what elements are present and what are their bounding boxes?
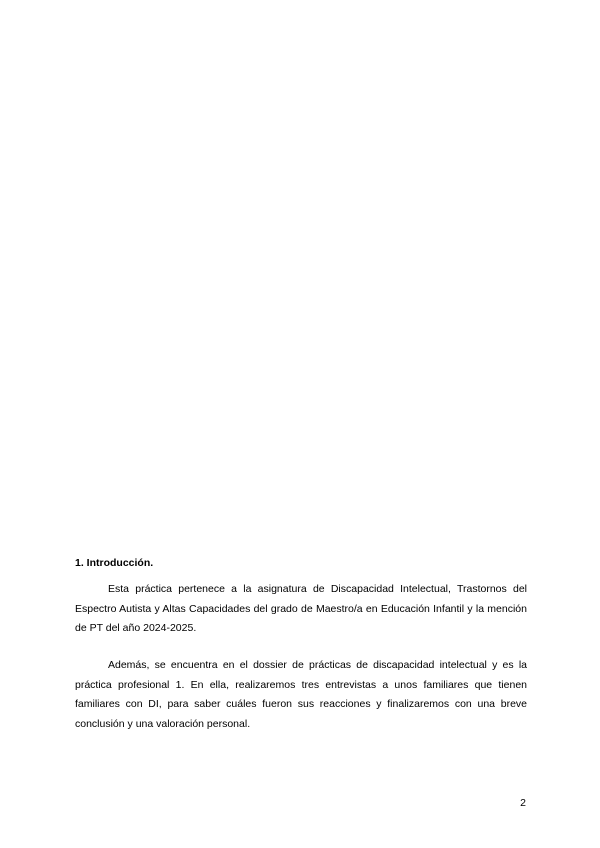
page-number: 2 — [520, 797, 526, 809]
paragraph-intro-1: Esta práctica pertenece a la asignatura de Discapacidad Intelectual, Trastornos del Espectro Autista y Altas Capacidades del grado de Maestro/a en Educación Infantil y la mención de PT del año 2024-2025. — [75, 583, 527, 634]
section-heading: 1. Introducción. — [75, 557, 154, 569]
paragraph-intro-2: Además, se encuentra en el dossier de prácticas de discapacidad intelectual y es la práctica profesional 1. En ella, realizaremos tres entrevistas a unos familiares que tienen familiares con DI, para saber cuáles fueron sus reacciones y finalizaremos con una breve conclusión y una valoración personal. — [75, 659, 527, 730]
